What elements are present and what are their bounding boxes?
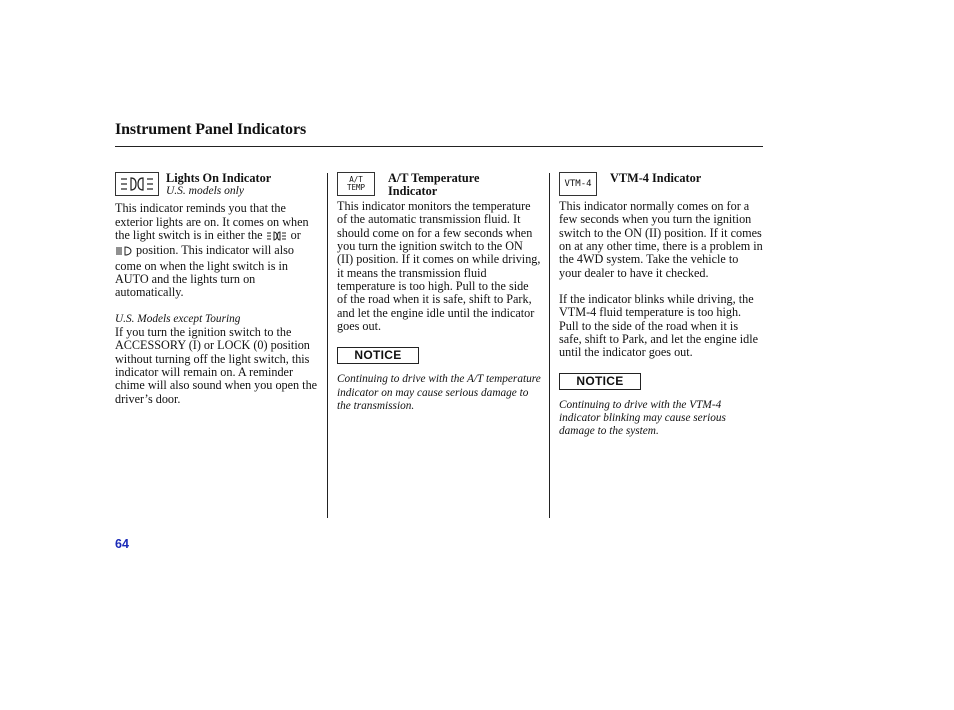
page-title: Instrument Panel Indicators: [115, 121, 307, 138]
vtm4-notice-wrap: [559, 373, 763, 390]
lights-on-heading: Lights On Indicator: [166, 171, 272, 185]
column-lights-on: [115, 172, 321, 406]
lights-on-indicator-icon: [115, 172, 159, 196]
vtm4-indicator-icon: VTM-4: [559, 172, 597, 196]
lights-on-para1-a: This indicator reminds you that the exterior lights are on. It comes on when the light switch is in either the: [115, 201, 309, 243]
notice-label: NOTICE: [337, 347, 419, 364]
lights-on-subheading: U.S. models only: [166, 185, 244, 197]
headlight-icon: [115, 246, 133, 259]
vtm4-para2: If the indicator blinks while driving, the VTM-4 fluid temperature is too high. Pull to the side of the road when it is safe, shift to Park, and let the engine idle until the indicator goes out.: [559, 292, 759, 360]
page-number: 64: [115, 537, 129, 551]
lights-on-para2: If you turn the ignition switch to the ACCESSORY (I) or LOCK (0) position without turning off the light switch, this indicator will remain on. A reminder chime will also sound when you open the driver’s door.: [115, 325, 318, 406]
at-temp-indicator-icon: A/T TEMP: [337, 172, 375, 196]
at-temp-heading-2: Indicator: [388, 184, 438, 198]
title-rule: [115, 146, 763, 147]
at-temp-notice-wrap: [337, 347, 541, 364]
at-temp-heading-1: A/T Temperature: [388, 171, 480, 185]
at-temp-para1: This indicator monitors the temperature of the automatic transmission fluid. It should come on for a few seconds when you turn the ignition switch to the ON (II) position. If it comes on while driving, it means the transmission fluid temperature is too high. Pull to the side of the road when it is safe, shift to Park, and let the engine idle until the indicator goes out.: [337, 199, 541, 334]
vtm4-para1: This indicator normally comes on for a few seconds when you turn the ignition switch to the ON (II) position. If it comes on at any other time, there is a problem in the 4WD system. Take the vehicle to your dealer to have it checked.: [559, 199, 763, 280]
column-divider-1: [327, 173, 328, 518]
parking-light-icon: [266, 231, 288, 244]
vtm4-notice-text: Continuing to drive with the VTM-4 indicator blinking may cause serious damage to the system.: [559, 398, 726, 438]
vtm4-heading: VTM-4 Indicator: [610, 171, 702, 185]
at-temp-header: [337, 172, 541, 198]
lights-on-para1-b: position. This indicator will also come on when the light switch is in AUTO and the lights turn on automatically.: [115, 243, 294, 300]
vtm4-header: [559, 172, 763, 196]
column-at-temp: [337, 172, 541, 413]
column-vtm4: [559, 172, 763, 439]
lights-on-header: [115, 172, 321, 198]
notice-label: NOTICE: [559, 373, 641, 390]
lights-on-or: or: [290, 228, 301, 243]
lights-on-subheading2: U.S. Models except Touring: [115, 312, 241, 325]
at-temp-notice-text: Continuing to drive with the A/T temperature indicator on may cause serious damage to the transmission.: [337, 373, 541, 413]
column-divider-2: [549, 173, 550, 518]
